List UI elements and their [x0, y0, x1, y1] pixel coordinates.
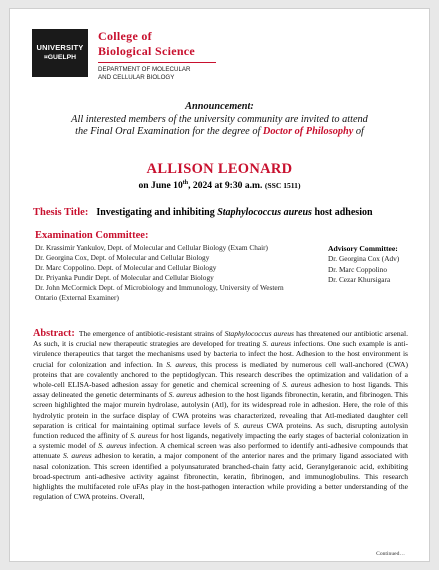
abstract-text: for host ligands, negatively impacting the early stages of bacterial colonization in a systemic model of: [33, 431, 408, 451]
abstract-text: infections. One such example is anti-virulence therapeutics that target the mechanisms used by bacteria to infect the host. Adhesion to the host environment is crucial for colonization and infection. In: [33, 339, 408, 369]
thesis-title-row: [33, 207, 373, 218]
examination-committee: [35, 230, 305, 303]
committee-member: Dr. Marc Coppolino. Dept. of Molecular and Cellular Biology: [35, 263, 217, 272]
announcement-line-2: [10, 126, 429, 139]
abstract-label: Abstract:: [33, 328, 75, 339]
continued-note: Continued…: [376, 551, 405, 557]
abstract-text: adhesion to the host ligands fibronectin, keratin, and fibrinogen. This screen highlighted the major murein hydrolase, autolysin (Atl), for its widespread role in adhesion. Here, the role of this hydrolytic protein in the surface display of CWA proteins was characterized, revealing that Atl-mediated daughter cell separation is critical for maintaining optimal surface levels of: [33, 390, 408, 430]
abstract-body: [33, 329, 408, 501]
thesis-label: Thesis Title:: [33, 207, 89, 218]
department-line-2: AND CELLULAR BIOLOGY: [98, 74, 175, 81]
degree-name: Doctor of Philosophy: [262, 126, 354, 137]
abstract-text: adhesion to host ligands. This assay delineated the genetic determinants of: [33, 380, 408, 400]
announcement-heading: Announcement:: [185, 101, 254, 112]
committee-member: Dr. Priyanka Pundir Dept. of Molecular and Cellular Biology: [35, 273, 214, 282]
thesis-title-suffix: host adhesion: [311, 207, 373, 218]
abstract-organism-name: S. aureus: [262, 339, 291, 349]
advisor: Dr. Cezar Khursigara: [328, 275, 391, 284]
advisory-committee-heading: Advisory Committee:: [328, 244, 398, 253]
advisor: Dr. Georgina Cox (Adv): [328, 254, 400, 263]
exam-location: (SSC 1511): [264, 181, 301, 191]
abstract-organism-name: S. aureus: [166, 359, 196, 369]
abstract-organism-name: S. aureus: [63, 451, 92, 461]
thesis-title: [96, 207, 372, 218]
candidate-name: ALLISON LEONARD: [146, 161, 293, 177]
abstract-text: has threatened our antibiotic arsenal. As such, it is crucial new therapeutic strategies are developed for treating: [33, 329, 408, 349]
abstract: [33, 329, 408, 502]
committee-member: Dr. Georgina Cox, Dept. of Molecular and Cellular Biology: [35, 253, 210, 262]
date-suffix: , 2024 at 9:30 a.m.: [188, 180, 263, 192]
abstract-text: infection. A chemical screen was also performed to identify anti-adhesive compounds that attenuate: [33, 441, 409, 461]
exam-date: [10, 180, 429, 191]
abstract-organism-name: S. aureus: [168, 390, 197, 400]
logo-line-2: ¤GUELPH: [43, 54, 77, 61]
announcement-line-2-prefix: the Final Oral Examination for the degree of: [75, 126, 263, 137]
college-line-1: College of: [98, 29, 152, 43]
committee-member: Dr. Krassimir Yankulov, Dept. of Molecular and Cellular Biology (Exam Chair): [35, 243, 268, 252]
thesis-title-prefix: Investigating and inhibiting: [96, 207, 218, 218]
announcement-line-2-suffix: of: [353, 126, 364, 137]
department-heading: [98, 29, 216, 82]
date-prefix: on June 10: [138, 180, 183, 192]
committee-member: Dr. John McCormick Dept. of Microbiology and Immunology, University of Western Ontario (External Examiner): [35, 283, 284, 302]
abstract-organism-name: Staphylococcus aureus: [224, 329, 294, 338]
advisory-committee: [328, 244, 428, 286]
announcement-line-1: All interested members of the university community are invited to attend: [71, 113, 368, 125]
announcement-block: [10, 101, 429, 139]
announcement-page: [9, 8, 430, 562]
department-line-1: DEPARTMENT OF MOLECULAR: [98, 66, 191, 73]
date-ordinal: th: [182, 180, 189, 186]
examination-committee-heading: Examination Committee:: [35, 230, 149, 241]
advisor: Dr. Marc Coppolino: [328, 264, 387, 274]
abstract-text: , this process is mediated by numerous cell wall-anchored (CWA) proteins that are covalently anchored to the peptidoglycan. This research describes the optimization and validation of a whole-cell ELISA-based adhesion assay for genetic and chemical screening of: [33, 359, 408, 390]
abstract-text: CWA proteins. As such, disrupting autolysin function reduced the affinity of: [33, 420, 409, 441]
abstract-text: The emergence of antibiotic-resistant strains of: [78, 329, 225, 338]
university-logo: [32, 29, 88, 77]
abstract-organism-name: S. aureus: [98, 441, 127, 451]
logo-line-1: UNIVERSITY: [36, 43, 84, 52]
abstract-organism-name: S. aureus: [233, 420, 264, 430]
heading-divider: [98, 62, 216, 63]
college-line-2: Biological Science: [98, 44, 196, 58]
abstract-text: adhesion to keratin, a major component of the anterior nares and the primary ligand associated with nasal colonization. This screen identified a polyunsaturated branched-chain fatty acid, Geranylgeranoic acid, exhibiting broad-spectrum anti-adhesive activity against fibronectin, keratin, fibrinogen, and immunoglobulins. This research highlights the multifaceted role uFAs play in the host-pathogen interaction while providing a better understanding of the regulation of CWA proteins. Overall,: [33, 451, 409, 502]
abstract-organism-name: S. aureus: [282, 380, 312, 390]
thesis-title-organism: Staphylococcus aureus: [217, 207, 312, 218]
abstract-organism-name: S. aureus: [130, 431, 159, 441]
